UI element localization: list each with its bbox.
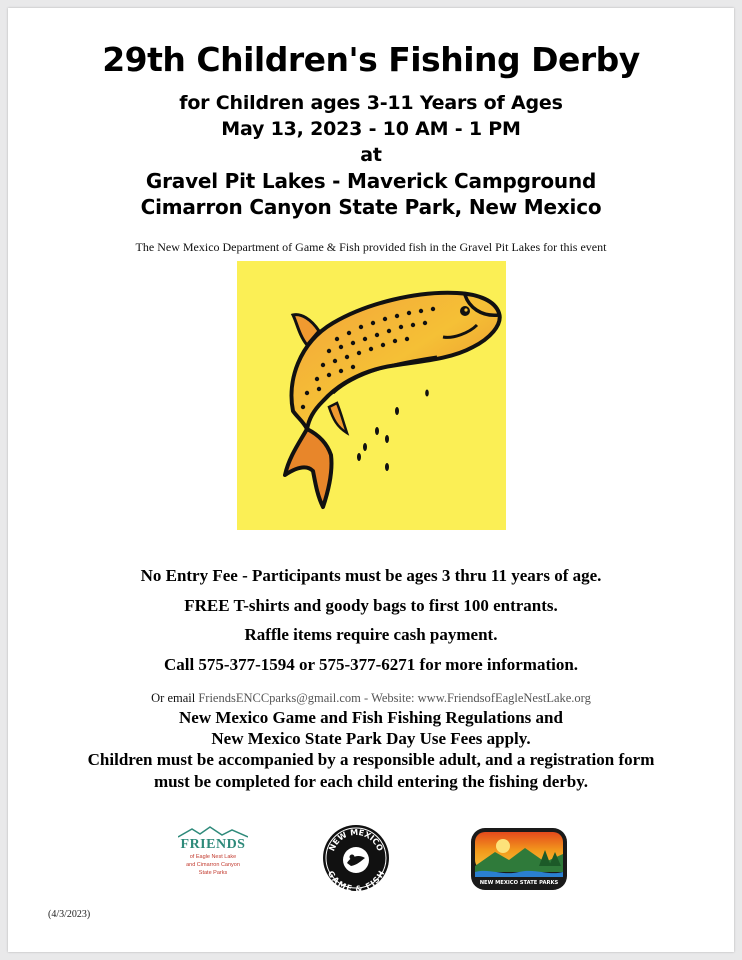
flyer-datetime: May 13, 2023 - 10 AM - 1 PM — [221, 118, 521, 140]
state-parks-icon — [469, 826, 569, 892]
flyer-location-1: Gravel Pit Lakes - Maverick Campground — [145, 169, 597, 193]
flyer-title: 29th Children's Fishing Derby — [102, 40, 640, 79]
friends-logo-title: FRIENDS — [180, 837, 246, 852]
info-line-6: New Mexico State Park Day Use Fees apply. — [211, 729, 531, 748]
fish-illustration — [237, 261, 506, 530]
footer-date: (4/3/2023) — [48, 909, 91, 920]
flyer-note: The New Mexico Department of Game & Fish provided fish in the Gravel Pit Lakes for this event — [135, 240, 607, 254]
seal-bottom-text: GAME & FISH — [325, 869, 387, 893]
seal-top-text: NEW MEXICO — [327, 827, 385, 853]
info-line-7: Children must be accompanied by a responsible adult, and a registration form — [87, 750, 655, 769]
game-and-fish-seal — [321, 823, 391, 893]
state-parks-label: NEW MEXICO STATE PARKS — [479, 880, 559, 886]
friends-logo-sub-1: of Eagle Nest Lake — [189, 854, 237, 860]
contact-line — [0, 691, 742, 706]
flyer-location-2: Cimarron Canyon State Park, New Mexico — [140, 195, 602, 219]
trout-icon — [237, 261, 506, 530]
flyer-ages: for Children ages 3-11 Years of Ages — [179, 92, 563, 114]
friends-logo — [168, 826, 258, 888]
flyer-page — [8, 8, 734, 952]
website-link[interactable]: www.FriendsofEagleNestLake.org — [417, 691, 591, 705]
state-parks-logo — [469, 826, 569, 892]
flyer-at: at — [360, 144, 382, 166]
email-label: Or email — [151, 691, 196, 705]
info-line-4: Call 575-377-1594 or 575-377-6271 for more information. — [163, 655, 579, 674]
friends-logo-sub-2: and Cimarron Canyon — [186, 862, 240, 868]
info-line-8: must be completed for each child entering the fishing derby. — [153, 772, 589, 791]
info-line-1: No Entry Fee - Participants must be ages 3 thru 11 years of age. — [140, 566, 602, 585]
info-line-2: FREE T-shirts and goody bags to first 100 entrants. — [184, 596, 558, 615]
info-line-3: Raffle items require cash payment. — [244, 625, 498, 644]
friends-logo-sub-3: State Parks — [198, 870, 228, 876]
info-line-5: New Mexico Game and Fish Fishing Regulations and — [179, 708, 563, 727]
website-label: - Website: — [364, 691, 415, 705]
email-link[interactable]: FriendsENCCparks@gmail.com — [198, 691, 361, 705]
game-fish-seal-icon — [321, 823, 391, 893]
